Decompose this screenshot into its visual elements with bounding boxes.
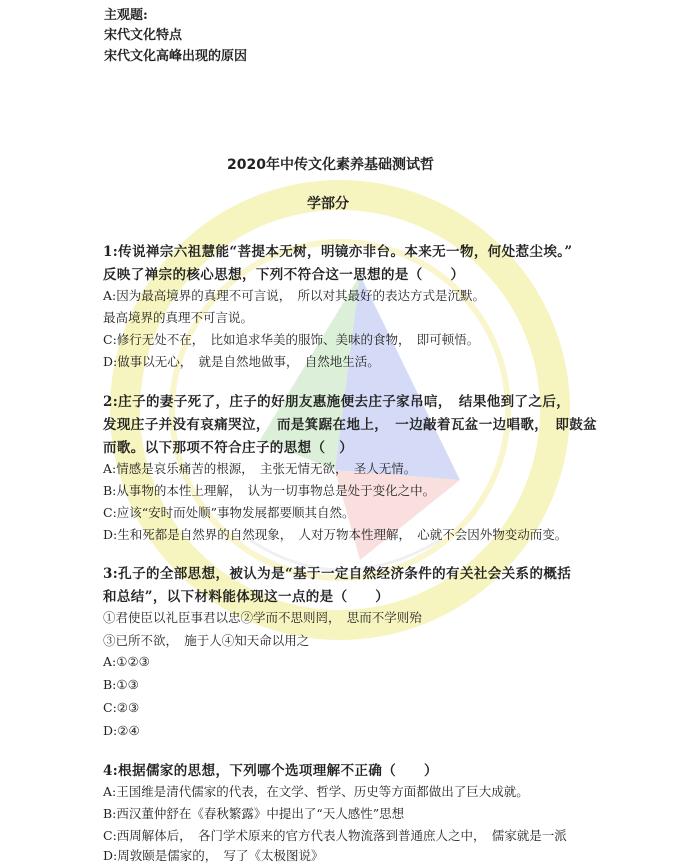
- question-2-stem: 而歌。以下那项不符合庄子的思想（ ）: [103, 440, 354, 456]
- page-title-continuation: 学部分: [307, 196, 349, 212]
- question-4-option-d: D:周敦颐是儒家的， 写了《太极图说》: [103, 848, 324, 863]
- question-1-option-a-cont: 最高境界的真理不可言说。: [103, 310, 254, 325]
- question-4-option-b: B:西汉董仲舒在《春秋繁露》中提出了“天人感性”思想: [103, 806, 405, 821]
- question-2-option-c: C:应该“安时而处顺”事物发展都要顺其自然。: [103, 505, 355, 520]
- question-3-option-c: C:②③: [103, 700, 140, 715]
- question-1-option-d: D:做事以无心， 就是自然地做事， 自然地生活。: [103, 354, 380, 369]
- question-3-material: ③已所不欲， 施于人④知天命以用之: [103, 633, 310, 648]
- question-1-stem: 反映了禅宗的核心思想，下列不符合这一思想的是（ ）: [103, 267, 465, 283]
- question-4-option-a: A:王国维是清代儒家的代表，在文学、哲学、历史等方面都做出了巨大成就。: [103, 784, 529, 799]
- question-1-option-c: C:修行无处不在， 比如追求华美的服饰、美味的食物， 即可顿悟。: [103, 332, 480, 347]
- intro-item: 宋代文化高峰出现的原因: [104, 49, 248, 64]
- question-2-option-d: D:生和死都是自然界的自然现象， 人对万物本性理解， 心就不会因外物变动而变。: [103, 527, 568, 542]
- question-3-stem: 和总结”，以下材料能体现这一点的是（ ）: [103, 589, 390, 605]
- intro-item: 宋代文化特点: [104, 28, 183, 43]
- question-3-option-b: B:①③: [103, 677, 139, 692]
- question-3-material: ①君使臣以礼臣事君以忠②学而不思则罔， 思而不学则殆: [103, 610, 422, 625]
- question-1-stem: 1:传说禅宗六祖慧能“菩提本无树，明镜亦非台。本来无一物，何处惹尘埃。”: [103, 244, 573, 260]
- question-3-option-d: D:②④: [103, 723, 140, 738]
- page-title: 2020年中传文化素养基础测试哲: [227, 157, 434, 173]
- question-3-option-a: A:①②③: [103, 654, 150, 669]
- question-3-stem: 3:孔子的全部思想，被认为是“基于一定自然经济条件的有关社会关系的概括: [103, 566, 572, 582]
- question-4-stem: 4:根据儒家的思想，下列哪个选项理解不正确（ ）: [103, 763, 438, 779]
- intro-label: 主观题:: [104, 8, 148, 23]
- question-1-option-a: A:因为最高境界的真理不可言说， 所以对其最好的表达方式是沉默。: [103, 288, 485, 303]
- question-2-stem: 2:庄子的妻子死了，庄子的好朋友惠施便去庄子家吊唁， 结果他到了之后，: [103, 394, 571, 410]
- question-2-option-a: A:情感是哀乐痛苦的根源， 主张无情无欲， 圣人无情。: [103, 461, 417, 476]
- question-4-option-c: C:西周解体后， 各门学术原来的官方代表人物流落到普通庶人之中， 儒家就是一派: [103, 828, 567, 843]
- question-2-stem: 发现庄子并没有哀痛哭泣， 而是箕踞在地上， 一边敲着瓦盆一边唱歌， 即鼓盆: [103, 417, 598, 433]
- question-2-option-b: B:从事物的本性上理解， 认为一切事物总是处于变化之中。: [103, 483, 436, 498]
